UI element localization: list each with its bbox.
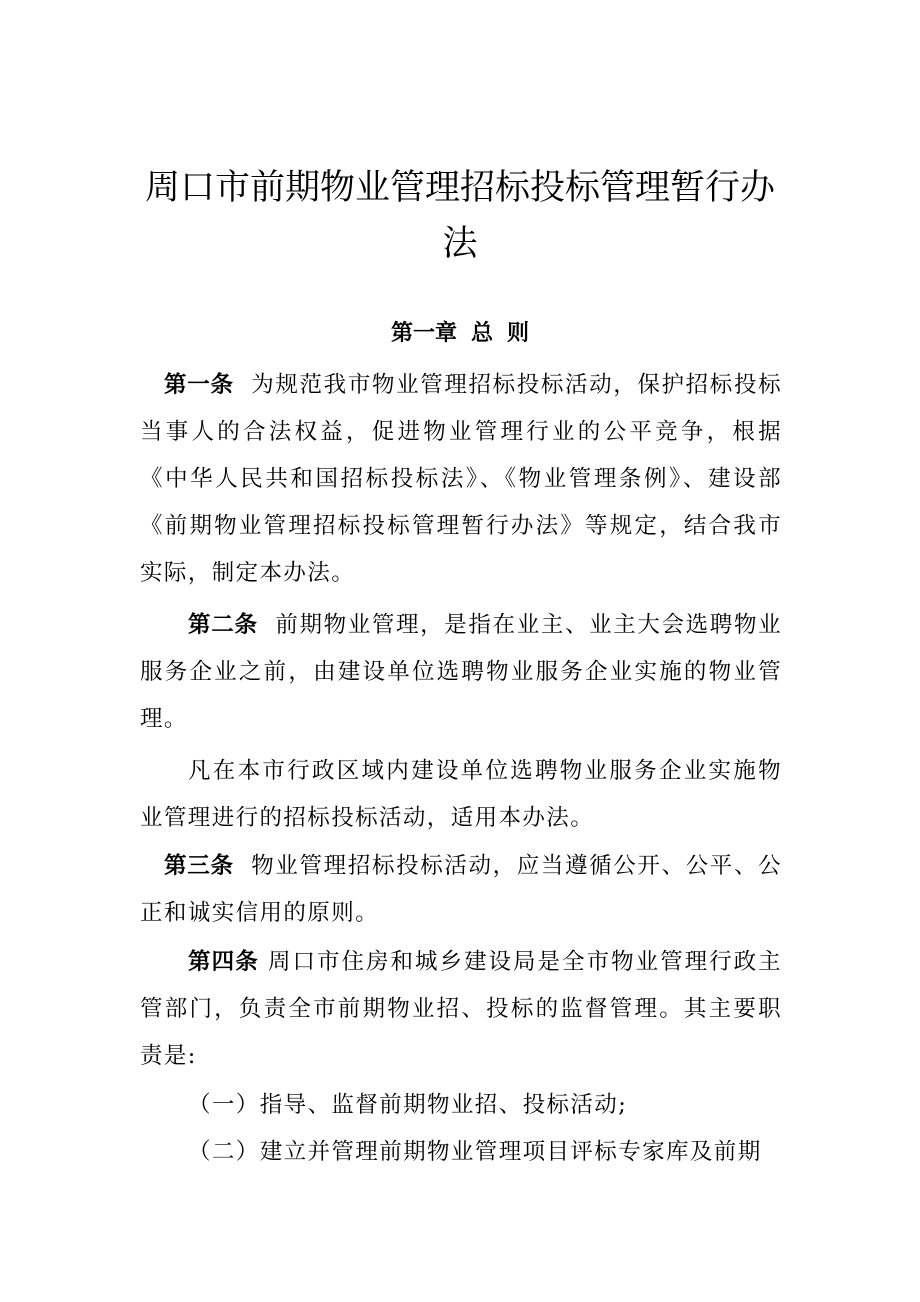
article-4: [140, 939, 782, 1080]
article-text: 为规范我市物业管理招标投标活动，保护招标投标当事人的合法权益，促进物业管理行业的公平竞争，根据《中华人民共和国招标投标法》、《物业管理条例》、建设部《前期物业管理招标投标管理暂行办法》等规定，结合我市实际，制定本办法。: [140, 372, 782, 586]
article-3: [140, 843, 782, 937]
article-2-paragraph-2: [140, 748, 782, 842]
article-text: 凡在本市行政区域内建设单位选聘物业服务企业实施物业管理进行的招标投标活动，适用本办法。: [140, 758, 782, 831]
article-text: （二）建立并管理前期物业管理项目评标专家库及前期: [188, 1139, 762, 1165]
article-text: 物业管理招标投标活动，应当遵循公开、公平、公正和诚实信用的原则。: [140, 853, 782, 926]
article-text: 前期物业管理，是指在业主、业主大会选聘物业服务企业之前，由建设单位选聘物业服务企业实施的物业管理。: [140, 612, 782, 732]
article-4-item-1: [140, 1082, 782, 1129]
document-title: 周口市前期物业管理招标投标管理暂行办法: [144, 168, 775, 264]
chapter-number: 第一章: [390, 321, 457, 346]
article-label: 第四条: [188, 949, 259, 975]
article-2: [140, 602, 782, 743]
chapter-name-part1: 总: [470, 321, 493, 346]
chapter-name-part2: 则: [507, 321, 530, 346]
article-text: （一）指导、监督前期物业招、投标活动;: [188, 1092, 628, 1118]
article-label: 第二条: [188, 612, 258, 638]
article-label: 第三条: [164, 853, 234, 879]
article-1: [140, 362, 782, 597]
article-label: 第一条: [164, 372, 234, 398]
chapter-heading: [140, 318, 780, 350]
article-4-item-2: [140, 1129, 782, 1176]
article-text: 周口市住房和城乡建设局是全市物业管理行政主管部门，负责全市前期物业招、投标的监督管理。其主要职责是:: [140, 949, 782, 1069]
